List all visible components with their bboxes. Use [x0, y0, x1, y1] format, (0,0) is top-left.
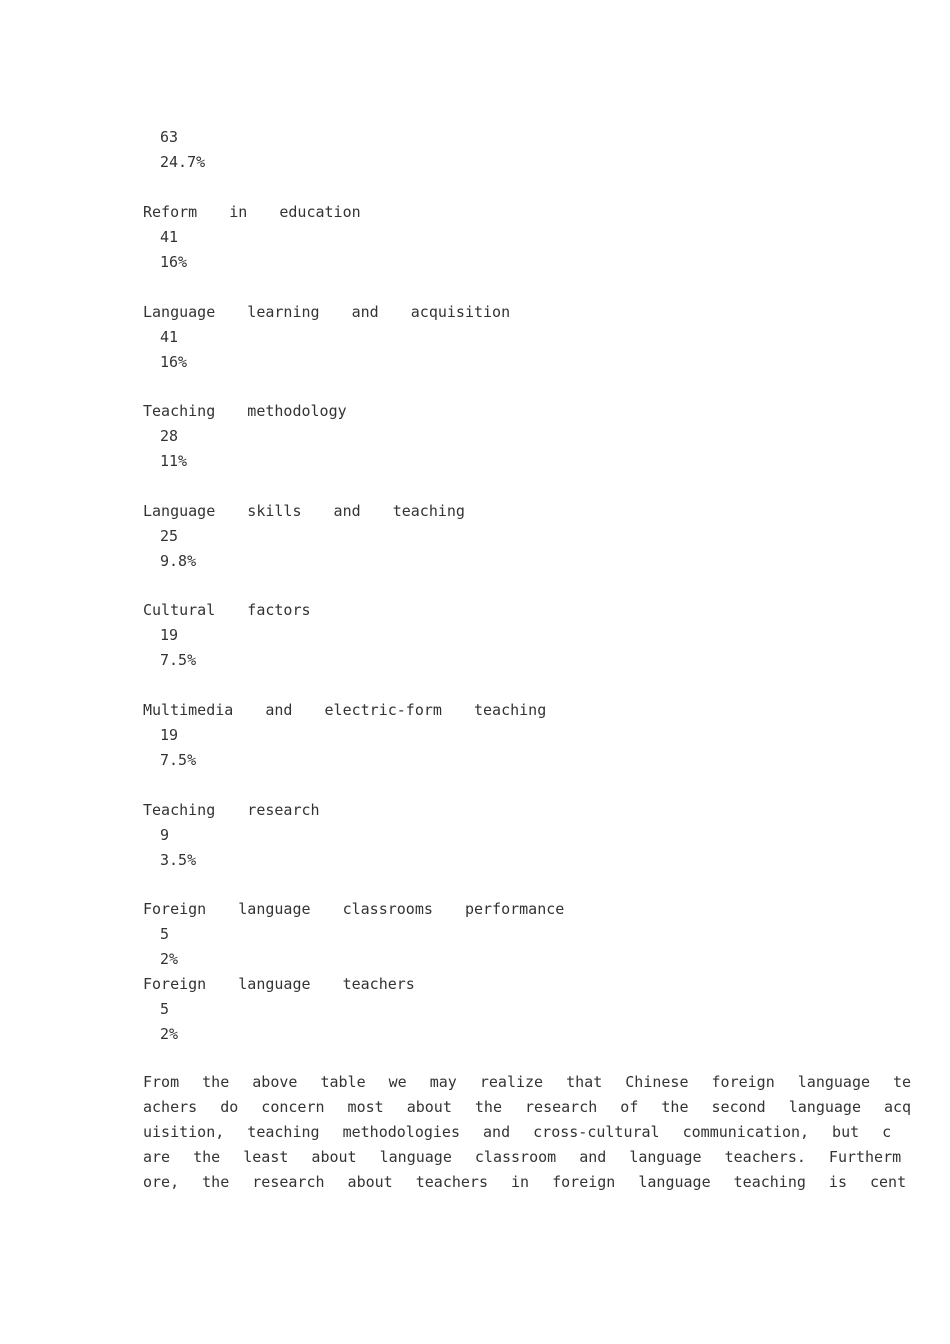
table-row-count: 25 [160, 527, 179, 545]
table-row-count: 5 [160, 1000, 170, 1018]
paragraph-line: From the above table we may realize that Chinese foreign language te [143, 1073, 912, 1091]
table-row-topic: Teaching research [143, 801, 320, 819]
table-row-percent: 3.5% [160, 851, 197, 869]
table-row-topic: Multimedia and electric-form teaching [143, 701, 547, 719]
table-row-count: 41 [160, 328, 179, 346]
paragraph-line: achers do concern most about the research of the second language acq [143, 1098, 912, 1116]
body-paragraph [143, 1070, 912, 1195]
paragraph-line: uisition, teaching methodologies and cross-cultural communication, but c [143, 1123, 892, 1141]
paragraph-line: ore, the research about teachers in foreign language teaching is cent [143, 1173, 907, 1191]
table-row-percent: 2% [160, 950, 179, 968]
table-row-percent: 11% [160, 452, 188, 470]
table-row-count: 5 [160, 925, 170, 943]
table-row-topic: Language learning and acquisition [143, 303, 511, 321]
table-row-topic: Teaching methodology [143, 402, 347, 420]
table-row-count: 19 [160, 726, 179, 744]
table-row-percent: 24.7% [160, 153, 206, 171]
table-row-topic: Foreign language teachers [143, 975, 415, 993]
table-row-topic: Cultural factors [143, 601, 311, 619]
table-row-percent: 16% [160, 253, 188, 271]
table-row-count: 63 [160, 128, 179, 146]
table-row-count: 41 [160, 228, 179, 246]
table-row-percent: 7.5% [160, 751, 197, 769]
table-row-count: 19 [160, 626, 179, 644]
table-row-percent: 16% [160, 353, 188, 371]
paragraph-line: are the least about language classroom and language teachers. Furtherm [143, 1148, 902, 1166]
table-row-count: 9 [160, 826, 170, 844]
table-row-percent: 9.8% [160, 552, 197, 570]
table-row-topic: Language skills and teaching [143, 502, 465, 520]
table-row-percent: 7.5% [160, 651, 197, 669]
table-row-count: 28 [160, 427, 179, 445]
table-row-percent: 2% [160, 1025, 179, 1043]
table-row-topic: Foreign language classrooms performance [143, 900, 565, 918]
table-row-topic: Reform in education [143, 203, 361, 221]
